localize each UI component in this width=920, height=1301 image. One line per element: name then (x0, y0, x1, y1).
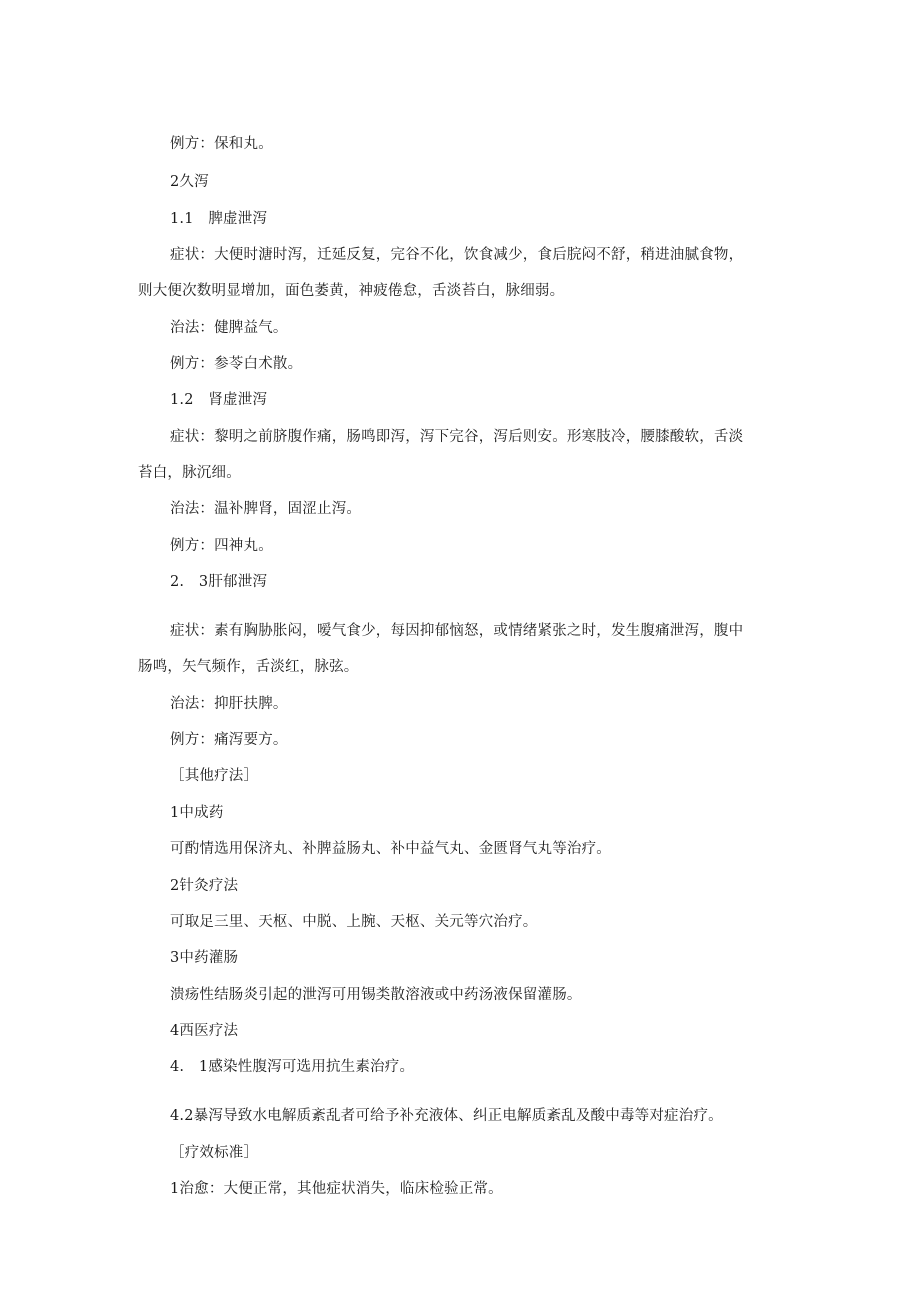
section-heading: 4西医疗法 (170, 1023, 239, 1039)
text-line: 可酌情选用保济丸、补脾益肠丸、补中益气丸、金匮肾气丸等治疗。 (170, 841, 611, 857)
text-line: 例方：痛泻要方。 (170, 732, 288, 748)
text-line: 症状：素有胸胁胀闷，嗳气食少，每因抑郁恼怒，或情绪紧张之时，发生腹痛泄泻，腹中 (170, 623, 744, 639)
text-line: 治法：抑肝扶脾。 (170, 696, 288, 712)
text-line: 治法：温补脾肾，固涩止泻。 (170, 501, 362, 517)
text-line: 溃疡性结肠炎引起的泄泻可用锡类散溶液或中药汤液保留灌肠。 (170, 987, 582, 1003)
text-line: 症状：黎明之前脐腹作痛，肠鸣即泻，泻下完谷，泻后则安。形寒肢冷，腰膝酸软，舌淡 (170, 429, 744, 445)
text-line: 肠鸣，矢气频作，舌淡红，脉弦。 (138, 659, 359, 675)
section-heading: ［其他疗法］ (170, 768, 259, 784)
section-heading: 3中药灌肠 (170, 950, 239, 966)
section-heading: 2针灸疗法 (170, 878, 239, 894)
text-line: 1治愈：大便正常，其他症状消失，临床检验正常。 (170, 1181, 503, 1197)
text-line: 则大便次数明显增加，面色萎黄，神疲倦怠，舌淡苔白，脉细弱。 (138, 283, 565, 299)
text-line: 例方：四神丸。 (170, 538, 273, 554)
subsection-heading: 2. 3肝郁泄泻 (170, 574, 268, 590)
section-heading: 2久泻 (170, 174, 209, 190)
section-heading: 1中成药 (170, 805, 224, 821)
text-line: 苔白，脉沉细。 (138, 465, 241, 481)
text-line: 例方：参苓白术散。 (170, 356, 303, 372)
text-line: 4.2暴泻导致水电解质紊乱者可给予补充液体、纠正电解质紊乱及酸中毒等对症治疗。 (170, 1108, 723, 1124)
text-line: 4. 1感染性腹泻可选用抗生素治疗。 (170, 1059, 415, 1075)
text-line: 可取足三里、天枢、中脱、上腕、天枢、关元等穴治疗。 (170, 914, 538, 930)
text-line: 治法：健脾益气。 (170, 320, 288, 336)
text-line: 例方：保和丸。 (170, 136, 273, 152)
text-line: 症状：大便时溏时泻，迁延反复，完谷不化，饮食减少，食后脘闷不舒，稍进油腻食物， (170, 247, 744, 263)
subsection-heading: 1.2 肾虚泄泻 (170, 392, 268, 408)
section-heading: ［疗效标准］ (170, 1145, 259, 1161)
subsection-heading: 1.1 脾虚泄泻 (170, 211, 268, 227)
